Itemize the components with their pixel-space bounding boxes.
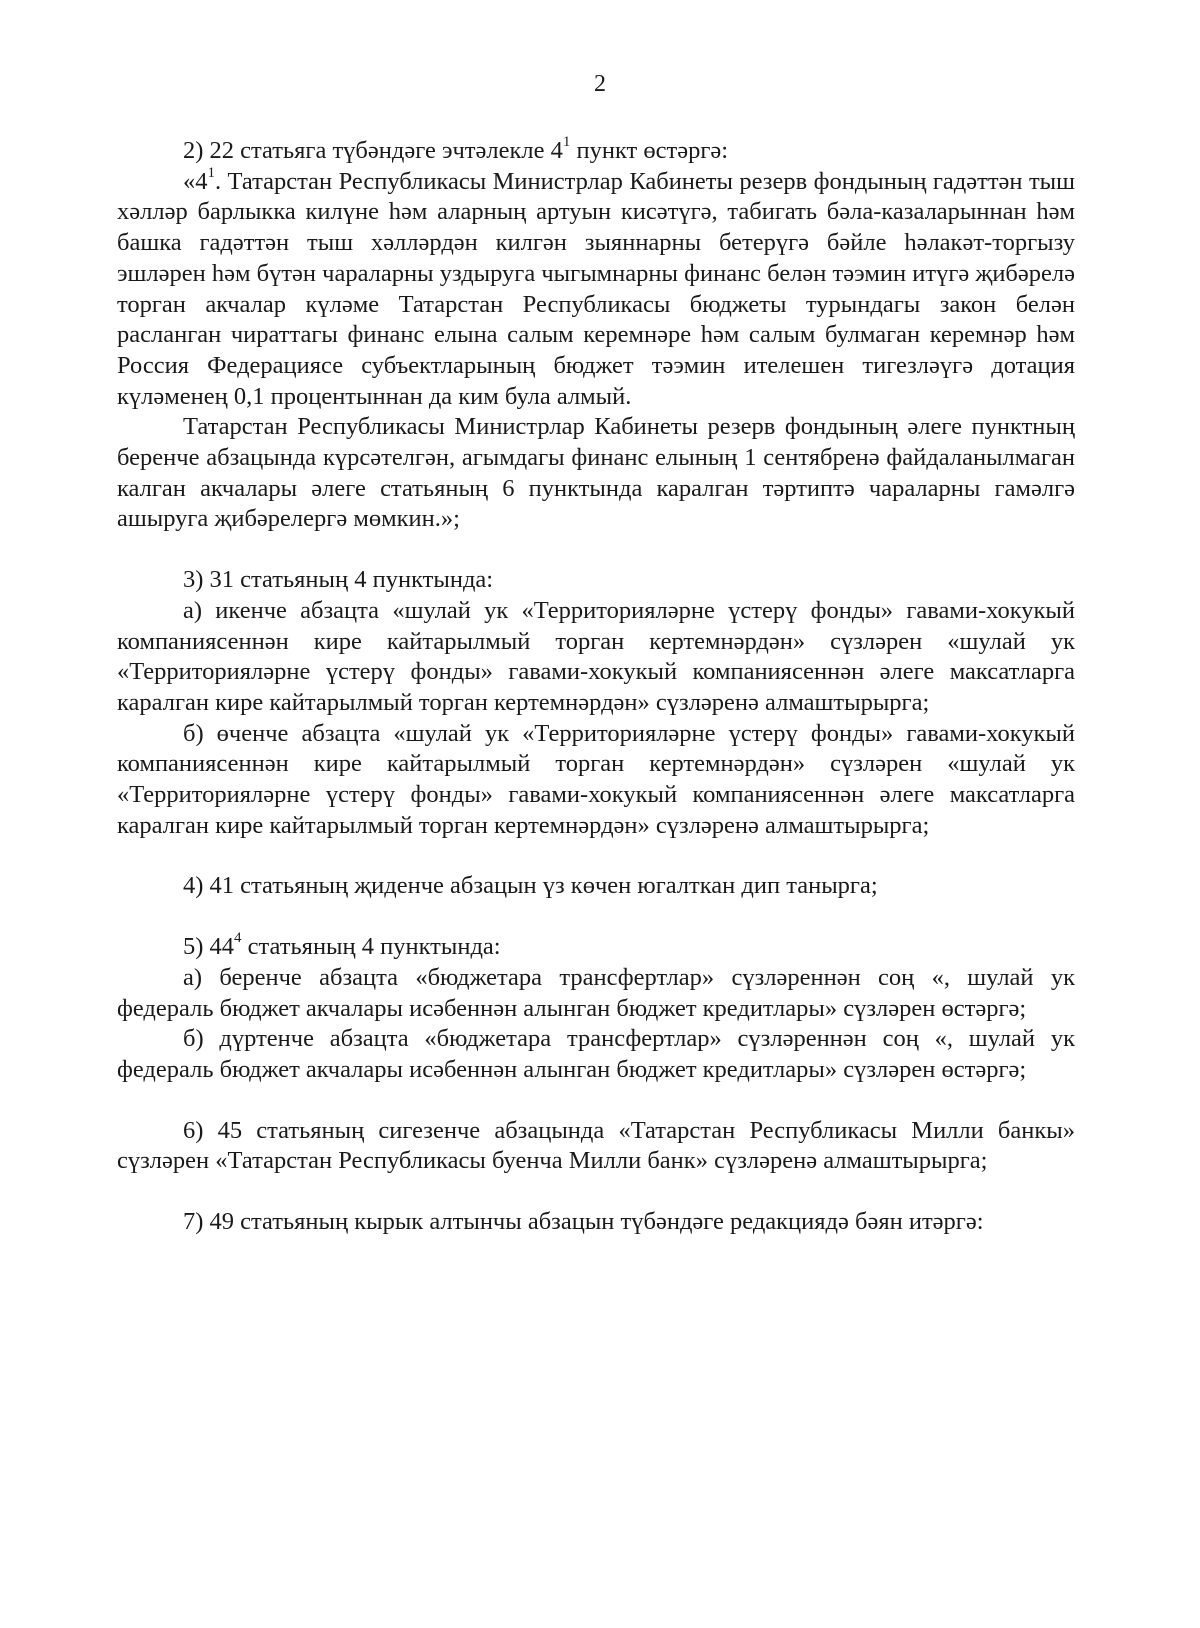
paragraph-text: 7) 49 статьяның кырык алтынчы абзацын түбәндәге редакциядә бәян итәргә:	[183, 1208, 984, 1236]
subitem-5b	[117, 1024, 1075, 1085]
subitem-3b	[117, 719, 1075, 842]
paragraph-text: 5) 44	[183, 933, 235, 961]
paragraph-text: 4) 41 статьяның җиденче абзацын үз көчен югалткан дип танырга;	[183, 872, 878, 900]
paragraph-text: 3) 31 статьяның 4 пунктында:	[183, 566, 494, 594]
paragraph-text: статьяның 4 пунктында:	[241, 933, 501, 961]
paragraph-text: б) өченче абзацта «шулай ук «Территорияләрне үстерү фонды» гавами-хокукый компаниясеннән кире кайтарылмый торган кертемнәрдән» сүзләрен «шулай ук «Территорияләрне үстерү фонды» гавами-хокукый компаниясеннән әлеге максатларга каралган кире кайтарылмый торган кертемнәрдән» сүзләренә алмаштырырга;	[117, 719, 1075, 839]
paragraph-item-3	[117, 565, 1075, 596]
document-body	[117, 133, 1075, 1238]
superscript: 1	[207, 164, 215, 181]
paragraph-text: б) дүртенче абзацта «бюджетара трансфертлар» сүзләреннән соң «, шулай ук федераль бюджет акчалары исәбеннән алынган бюджет кредитлары» сүзләрен өстәргә;	[117, 1025, 1075, 1083]
subitem-3a	[117, 596, 1075, 719]
subitem-5a	[117, 963, 1075, 1024]
paragraph-text: 6) 45 статьяның сигезенче абзацында «Татарстан Республикасы Милли банкы» сүзләрен «Татарстан Республикасы буенча Милли банк» сүзләренә алмаштырырга;	[117, 1116, 1075, 1175]
paragraph-item-4	[117, 871, 1075, 902]
paragraph-item-6	[117, 1116, 1075, 1177]
quoted-clause-continuation	[117, 412, 1075, 535]
superscript: 1	[562, 133, 571, 150]
paragraph-text: «4	[183, 167, 208, 195]
paragraph-text: а) икенче абзацта «шулай ук «Территорияләрне үстерү фонды» гавами-хокукый компаниясеннән кире кайтарылмый торган кертемнәрдән» сүзләрен «шулай ук «Территорияләрне үстерү фонды» гавами-хокукый компаниясеннән әлеге максатларга каралган кире кайтарылмый торган кертемнәрдән» сүзләренә алмаштырырга;	[117, 596, 1075, 716]
superscript: 4	[234, 930, 242, 947]
paragraph-text: пункт өстәргә:	[570, 137, 729, 164]
paragraph-text: 2) 22 статьяга түбәндәге эчтәлекле 4	[183, 137, 563, 164]
paragraph-text: Татарстан Республикасы Министрлар Кабинеты резерв фондының әлеге пунктның беренче абзацында күрсәтелгән, агымдагы финанс елының 1 сентябренә файдаланылмаган калган акчалары әлеге статьяның 6 пунктында каралган тәртиптә чараларны гамәлгә ашыруга җибәрелергә мөмкин.»;	[117, 413, 1075, 533]
paragraph-text: а) беренче абзацта «бюджетара трансфертлар» сүзләреннән соң «, шулай ук федераль бюджет акчалары исәбеннән алынган бюджет кредитлары» сүзләрен өстәргә;	[117, 963, 1075, 1022]
page-number: 2	[594, 71, 606, 97]
paragraph-item-7	[117, 1207, 1075, 1238]
quoted-clause-4-1	[117, 164, 1075, 413]
paragraph-item-5	[117, 932, 1075, 963]
paragraph-text: . Татарстан Республикасы Министрлар Кабинеты резерв фондының гадәттән тыш хәлләр барлыкка килүне һәм аларның артуын кисәтүгә, табигать бәла-казаларыннан һәм башка гадәттән тыш хәлләрдән килгән зыяннарны бетерүгә бәйле һәлакәт-торгызу эшләрен һәм бүтән чараларны уздыруга чыгымнарны финанс белән тәэмин итүгә җибәрелә торган акчалар күләме Татарстан Республикасы бюджеты турындагы закон белән расланган чираттагы финанс елына салым керемнәре һәм салым булмаган керемнәр һәм Россия Федерациясе субъектларының бюджет тәэмин ителешен тигезләүгә дотация күләменең 0,1 процентыннан да ким була алмый.	[117, 167, 1075, 410]
paragraph-item-2	[117, 133, 1075, 167]
